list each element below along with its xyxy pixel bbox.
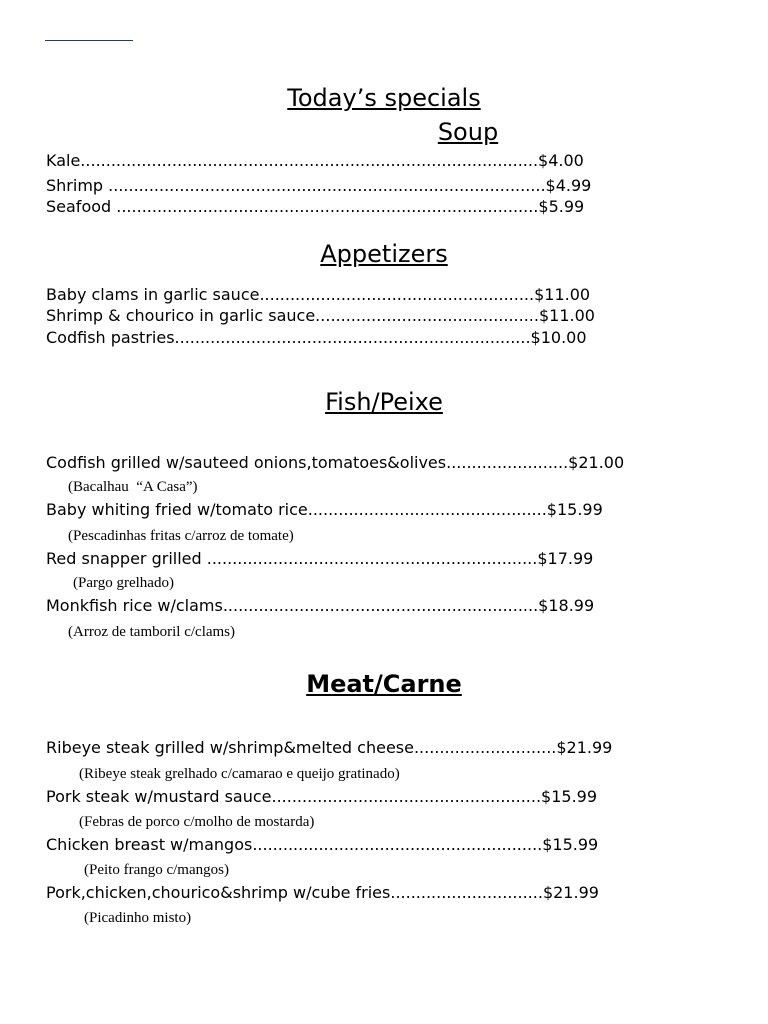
menu-item-meat-pork-steak-subtitle: (Febras de porco c/molho de mostarda) (79, 814, 315, 830)
menu-item-meat-mixed: Pork,chicken,chourico&shrimp w/cube fries..............................$21.99 (46, 883, 599, 902)
menu-item-appetizer-codfish-pastries: Codfish pastries......................................................................$10.00 (46, 328, 587, 347)
menu-item-fish-monkfish: Monkfish rice w/clams..............................................................$18.99 (46, 596, 595, 615)
menu-item-fish-whiting-subtitle: (Pescadinhas fritas c/arroz de tomate) (68, 528, 294, 544)
menu-item-fish-monkfish-subtitle: (Arroz de tamboril c/clams) (68, 624, 236, 640)
menu-item-fish-codfish-subtitle: (Bacalhau “A Casa”) (68, 479, 198, 495)
section-heading-meat: Meat/Carne (306, 670, 462, 698)
menu-item-soup-shrimp: Shrimp ......................................................................................$4.99 (46, 176, 592, 195)
menu-item-meat-mixed-subtitle: (Picadinho misto) (84, 910, 192, 926)
section-heading-soup: Soup (437, 118, 499, 146)
menu-item-soup-seafood: Seafood ...................................................................................$5.99 (46, 197, 585, 216)
menu-item-fish-snapper: Red snapper grilled .................................................................$17.99 (46, 549, 594, 568)
menu-item-soup-kale: Kale..........................................................................................$4.00 (46, 151, 584, 170)
menu-item-meat-chicken-subtitle: (Peito frango c/mangos) (84, 862, 229, 878)
section-heading-appetizers: Appetizers (320, 240, 448, 268)
menu-item-appetizer-clams: Baby clams in garlic sauce......................................................$11.00 (46, 285, 591, 304)
menu-item-fish-whiting: Baby whiting fried w/tomato rice...............................................$15.99 (46, 500, 603, 519)
menu-item-fish-snapper-subtitle: (Pargo grelhado) (73, 575, 174, 591)
menu-item-meat-ribeye: Ribeye steak grilled w/shrimp&melted cheese............................$21.99 (46, 738, 613, 757)
page-title: Today’s specials (287, 84, 481, 112)
menu-item-meat-chicken: Chicken breast w/mangos.........................................................$15.99 (46, 835, 599, 854)
menu-item-appetizer-shrimp-chourico: Shrimp & chourico in garlic sauce............................................$11.00 (46, 306, 595, 325)
menu-item-fish-codfish: Codfish grilled w/sauteed onions,tomatoes&olives........................$21.00 (46, 453, 625, 472)
menu-item-meat-pork-steak: Pork steak w/mustard sauce.....................................................$15.99 (46, 787, 598, 806)
menu-item-meat-ribeye-subtitle: (Ribeye steak grelhado c/camarao e queijo gratinado) (79, 766, 400, 782)
section-heading-fish: Fish/Peixe (325, 388, 443, 416)
header-rule (45, 40, 133, 41)
